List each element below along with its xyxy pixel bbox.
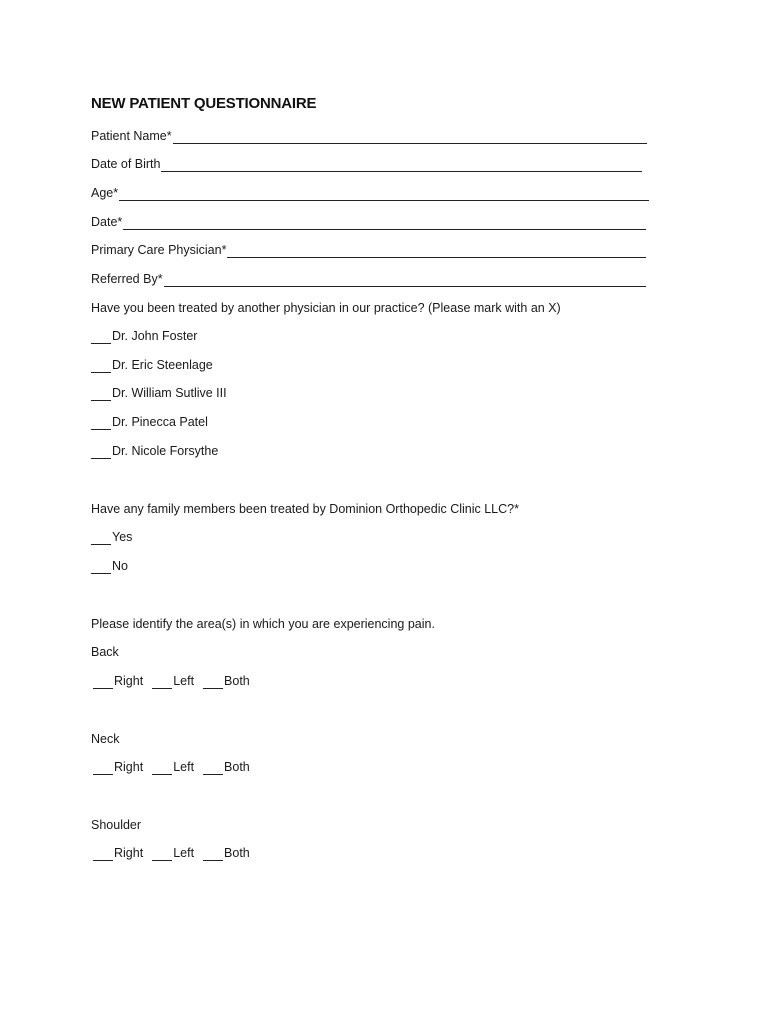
date-blank[interactable]: [123, 216, 646, 230]
pain-area-shoulder: Shoulder: [91, 818, 142, 832]
field-label: Age*: [91, 186, 119, 200]
option-label: Both: [224, 846, 250, 860]
option-both[interactable]: [203, 759, 250, 775]
field-label: Referred By*: [91, 272, 163, 286]
pain-area-back: Back: [91, 645, 119, 659]
pain-area-neck: Neck: [91, 732, 120, 746]
page-title: NEW PATIENT QUESTIONNAIRE: [91, 95, 317, 112]
option-label: Left: [173, 674, 195, 688]
checkbox-blank[interactable]: [152, 761, 172, 775]
option-both[interactable]: [203, 845, 250, 861]
checkbox-blank[interactable]: [152, 675, 172, 689]
physician-label: Dr. Nicole Forsythe: [112, 444, 219, 458]
family-option-yes[interactable]: [91, 529, 132, 545]
physician-option[interactable]: [91, 328, 197, 344]
checkbox-blank[interactable]: [91, 560, 111, 574]
option-label: Right: [114, 760, 144, 774]
option-left[interactable]: [152, 845, 194, 861]
checkbox-blank[interactable]: [93, 761, 113, 775]
checkbox-blank[interactable]: [152, 847, 172, 861]
option-both[interactable]: [203, 673, 250, 689]
checkbox-blank[interactable]: [91, 445, 111, 459]
option-label: Yes: [112, 530, 133, 544]
patient-name-field[interactable]: [91, 128, 647, 144]
pain-options-shoulder: [93, 845, 259, 861]
checkbox-blank[interactable]: [91, 330, 111, 344]
family-question: Have any family members been treated by Dominion Orthopedic Clinic LLC?*: [91, 502, 519, 516]
option-right[interactable]: [93, 673, 143, 689]
checkbox-blank[interactable]: [91, 531, 111, 545]
physician-question: Have you been treated by another physician in our practice? (Please mark with an X): [91, 301, 561, 315]
primary-care-physician-blank[interactable]: [227, 244, 646, 258]
option-right[interactable]: [93, 845, 143, 861]
primary-care-physician-field[interactable]: [91, 242, 646, 258]
option-label: No: [112, 559, 128, 573]
option-label: Both: [224, 760, 250, 774]
physician-option[interactable]: [91, 385, 227, 401]
option-label: Left: [173, 846, 195, 860]
field-label: Date of Birth: [91, 157, 161, 171]
option-label: Both: [224, 674, 250, 688]
age-field[interactable]: [91, 185, 649, 201]
family-option-no[interactable]: [91, 558, 128, 574]
physician-option[interactable]: [91, 357, 213, 373]
option-left[interactable]: [152, 759, 194, 775]
checkbox-blank[interactable]: [93, 847, 113, 861]
checkbox-blank[interactable]: [203, 675, 223, 689]
option-label: Left: [173, 760, 195, 774]
checkbox-blank[interactable]: [91, 387, 111, 401]
checkbox-blank[interactable]: [93, 675, 113, 689]
date-of-birth-blank[interactable]: [161, 158, 642, 172]
field-label: Date*: [91, 215, 123, 229]
physician-label: Dr. John Foster: [112, 329, 198, 343]
pain-options-back: [93, 673, 259, 689]
physician-option[interactable]: [91, 443, 218, 459]
date-of-birth-field[interactable]: [91, 156, 642, 172]
date-field[interactable]: [91, 214, 646, 230]
checkbox-blank[interactable]: [91, 416, 111, 430]
checkbox-blank[interactable]: [203, 847, 223, 861]
physician-label: Dr. Eric Steenlage: [112, 358, 213, 372]
field-label: Patient Name*: [91, 129, 172, 143]
pain-question: Please identify the area(s) in which you are experiencing pain.: [91, 617, 435, 631]
age-blank[interactable]: [119, 187, 649, 201]
referred-by-field[interactable]: [91, 271, 646, 287]
physician-label: Dr. Pinecca Patel: [112, 415, 208, 429]
option-left[interactable]: [152, 673, 194, 689]
checkbox-blank[interactable]: [203, 761, 223, 775]
option-label: Right: [114, 674, 144, 688]
option-right[interactable]: [93, 759, 143, 775]
option-label: Right: [114, 846, 144, 860]
checkbox-blank[interactable]: [91, 359, 111, 373]
pain-options-neck: [93, 759, 259, 775]
physician-label: Dr. William Sutlive III: [112, 386, 227, 400]
physician-option[interactable]: [91, 414, 208, 430]
patient-name-blank[interactable]: [173, 130, 647, 144]
field-label: Primary Care Physician*: [91, 243, 227, 257]
referred-by-blank[interactable]: [164, 273, 646, 287]
